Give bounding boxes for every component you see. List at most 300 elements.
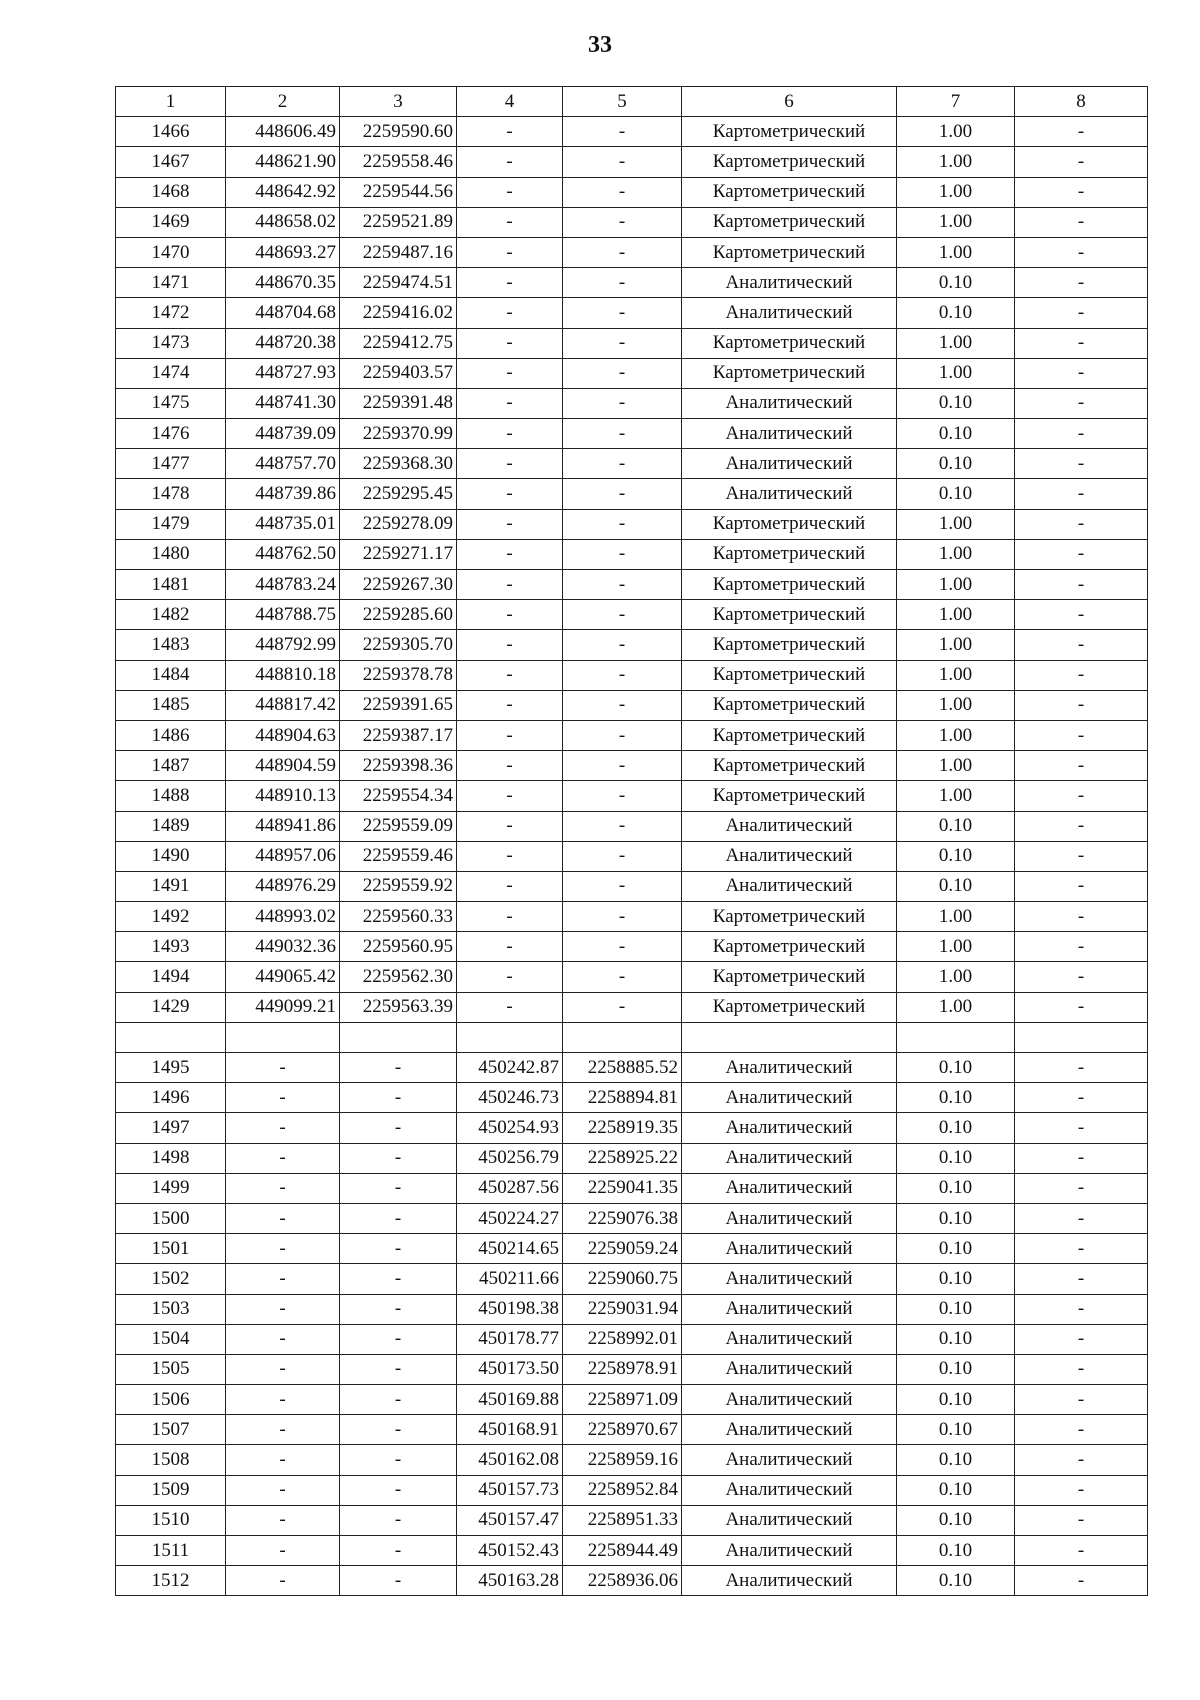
table-cell: 2259378.78 xyxy=(340,660,457,690)
table-row xyxy=(116,871,1148,901)
table-cell: 450224.27 xyxy=(457,1203,563,1233)
table-cell: 448957.06 xyxy=(226,841,340,871)
table-cell: 2259305.70 xyxy=(340,630,457,660)
table-cell: - xyxy=(457,479,563,509)
table-cell: 448642.92 xyxy=(226,177,340,207)
table-cell: 0.10 xyxy=(897,1264,1015,1294)
table-cell: Картометрический xyxy=(682,539,897,569)
table-row xyxy=(116,1234,1148,1264)
table-cell: Аналитический xyxy=(682,1143,897,1173)
table-cell: Аналитический xyxy=(682,1354,897,1384)
table-cell: - xyxy=(563,479,682,509)
table-cell: 0.10 xyxy=(897,1475,1015,1505)
table-cell: 450198.38 xyxy=(457,1294,563,1324)
table-cell: 0.10 xyxy=(897,1113,1015,1143)
table-cell: 449032.36 xyxy=(226,932,340,962)
table-cell: 1482 xyxy=(116,600,226,630)
table-cell: 1510 xyxy=(116,1505,226,1535)
table-row xyxy=(116,1264,1148,1294)
table-cell: - xyxy=(457,962,563,992)
table-cell: 1.00 xyxy=(897,509,1015,539)
table-cell: 448788.75 xyxy=(226,600,340,630)
table-cell: - xyxy=(226,1264,340,1294)
table-cell: - xyxy=(1015,1113,1148,1143)
table-row xyxy=(116,1536,1148,1566)
table-cell: 1478 xyxy=(116,479,226,509)
table-cell: 1499 xyxy=(116,1173,226,1203)
table-cell: - xyxy=(1015,539,1148,569)
table-row xyxy=(116,1294,1148,1324)
table-row xyxy=(116,600,1148,630)
table-cell: - xyxy=(1015,479,1148,509)
table-cell: - xyxy=(457,117,563,147)
table-cell: Аналитический xyxy=(682,841,897,871)
table-cell: - xyxy=(1015,1536,1148,1566)
table-cell: 1498 xyxy=(116,1143,226,1173)
table-cell: - xyxy=(1015,902,1148,932)
table-cell: 1496 xyxy=(116,1083,226,1113)
table-cell: - xyxy=(1015,871,1148,901)
column-header: 7 xyxy=(897,87,1015,117)
table-cell: - xyxy=(563,328,682,358)
table-cell: 450169.88 xyxy=(457,1385,563,1415)
table-cell: - xyxy=(1015,720,1148,750)
table-cell: - xyxy=(563,811,682,841)
table-cell: 2259271.17 xyxy=(340,539,457,569)
table-cell: 1487 xyxy=(116,751,226,781)
table-cell: Аналитический xyxy=(682,1234,897,1264)
table-cell: 1481 xyxy=(116,570,226,600)
table-cell xyxy=(897,1022,1015,1052)
table-row xyxy=(116,1385,1148,1415)
column-header: 4 xyxy=(457,87,563,117)
table-cell: - xyxy=(340,1173,457,1203)
table-cell: - xyxy=(457,268,563,298)
table-cell: Аналитический xyxy=(682,1445,897,1475)
table-cell: 1508 xyxy=(116,1445,226,1475)
table-cell: 2259285.60 xyxy=(340,600,457,630)
table-cell: 1495 xyxy=(116,1053,226,1083)
table-cell: - xyxy=(1015,177,1148,207)
table-cell: 2259041.35 xyxy=(563,1173,682,1203)
table-row xyxy=(116,207,1148,237)
table-cell: - xyxy=(457,328,563,358)
table-cell: 0.10 xyxy=(897,1294,1015,1324)
table-cell xyxy=(563,1022,682,1052)
table-cell: 1.00 xyxy=(897,630,1015,660)
table-cell: 1497 xyxy=(116,1113,226,1143)
table-cell: Картометрический xyxy=(682,509,897,539)
table-cell: - xyxy=(226,1354,340,1384)
table-cell: 1.00 xyxy=(897,570,1015,600)
table-cell: 450254.93 xyxy=(457,1113,563,1143)
table-cell: - xyxy=(563,419,682,449)
table-cell: - xyxy=(1015,1083,1148,1113)
table-row xyxy=(116,358,1148,388)
table-cell: 1473 xyxy=(116,328,226,358)
table-cell: 0.10 xyxy=(897,871,1015,901)
table-cell: 2258978.91 xyxy=(563,1354,682,1384)
table-cell: - xyxy=(457,147,563,177)
table-cell: - xyxy=(563,871,682,901)
table-cell: 1.00 xyxy=(897,690,1015,720)
table-cell: - xyxy=(340,1385,457,1415)
table-row xyxy=(116,177,1148,207)
table-cell: 1476 xyxy=(116,419,226,449)
table-cell: - xyxy=(457,841,563,871)
table-cell: - xyxy=(457,902,563,932)
column-header: 1 xyxy=(116,87,226,117)
table-cell: Аналитический xyxy=(682,1203,897,1233)
table-cell: 0.10 xyxy=(897,1173,1015,1203)
table-cell: - xyxy=(563,630,682,660)
table-cell: - xyxy=(340,1505,457,1535)
table-cell: - xyxy=(1015,1475,1148,1505)
table-cell: - xyxy=(226,1294,340,1324)
table-cell: Аналитический xyxy=(682,419,897,449)
table-cell: 1504 xyxy=(116,1324,226,1354)
table-row xyxy=(116,1173,1148,1203)
table-cell: Аналитический xyxy=(682,1083,897,1113)
table-cell xyxy=(226,1022,340,1052)
table-row xyxy=(116,1113,1148,1143)
table-cell: - xyxy=(563,388,682,418)
table-cell: 2258952.84 xyxy=(563,1475,682,1505)
table-cell: 449099.21 xyxy=(226,992,340,1022)
table-cell: 1492 xyxy=(116,902,226,932)
table-cell: 450242.87 xyxy=(457,1053,563,1083)
table-cell: 0.10 xyxy=(897,811,1015,841)
table-cell: Аналитический xyxy=(682,811,897,841)
table-cell: Картометрический xyxy=(682,660,897,690)
table-cell: 448904.59 xyxy=(226,751,340,781)
table-cell: - xyxy=(563,751,682,781)
table-cell: 1474 xyxy=(116,358,226,388)
table-cell: - xyxy=(563,902,682,932)
table-cell: 0.10 xyxy=(897,449,1015,479)
table-cell: 1.00 xyxy=(897,781,1015,811)
table-cell: 1491 xyxy=(116,871,226,901)
table-cell: - xyxy=(226,1505,340,1535)
table-cell: - xyxy=(340,1445,457,1475)
table-cell: - xyxy=(457,237,563,267)
table-cell: 2259559.92 xyxy=(340,871,457,901)
table-cell: - xyxy=(1015,509,1148,539)
table-cell: 1.00 xyxy=(897,962,1015,992)
table-cell: 450287.56 xyxy=(457,1173,563,1203)
table-cell: 2259562.30 xyxy=(340,962,457,992)
table-cell: 0.10 xyxy=(897,1203,1015,1233)
table-cell: 0.10 xyxy=(897,298,1015,328)
table-cell: - xyxy=(563,600,682,630)
table-cell: 450152.43 xyxy=(457,1536,563,1566)
table-cell: 450168.91 xyxy=(457,1415,563,1445)
table-cell: Картометрический xyxy=(682,117,897,147)
table-cell: 0.10 xyxy=(897,841,1015,871)
table-cell: - xyxy=(457,419,563,449)
table-cell: - xyxy=(226,1113,340,1143)
table-cell: - xyxy=(563,117,682,147)
table-row xyxy=(116,1083,1148,1113)
table-cell: Картометрический xyxy=(682,237,897,267)
table-row xyxy=(116,1415,1148,1445)
table-cell: - xyxy=(340,1234,457,1264)
table-cell: 2259295.45 xyxy=(340,479,457,509)
table-cell: - xyxy=(457,600,563,630)
table-cell: 0.10 xyxy=(897,1415,1015,1445)
table-cell: 448693.27 xyxy=(226,237,340,267)
table-cell: 448720.38 xyxy=(226,328,340,358)
table-cell: 448741.30 xyxy=(226,388,340,418)
table-cell: 449065.42 xyxy=(226,962,340,992)
table-cell: - xyxy=(226,1324,340,1354)
table-cell: - xyxy=(340,1324,457,1354)
table-cell: 1.00 xyxy=(897,237,1015,267)
table-cell: 450162.08 xyxy=(457,1445,563,1475)
table-cell: - xyxy=(1015,237,1148,267)
table-cell: 1.00 xyxy=(897,902,1015,932)
table-cell: - xyxy=(457,298,563,328)
table-cell: 2258970.67 xyxy=(563,1415,682,1445)
table-cell: 1.00 xyxy=(897,147,1015,177)
table-row xyxy=(116,1324,1148,1354)
table-cell: - xyxy=(226,1475,340,1505)
table-cell: 448783.24 xyxy=(226,570,340,600)
table-cell: - xyxy=(563,177,682,207)
table-cell: 1471 xyxy=(116,268,226,298)
table-cell: - xyxy=(457,781,563,811)
table-cell: 2259412.75 xyxy=(340,328,457,358)
table-row xyxy=(116,1505,1148,1535)
table-cell: - xyxy=(563,298,682,328)
table-cell: 448817.42 xyxy=(226,690,340,720)
table-row xyxy=(116,419,1148,449)
table-cell: - xyxy=(563,539,682,569)
table-cell: - xyxy=(340,1354,457,1384)
table-row xyxy=(116,1354,1148,1384)
table-cell: Картометрический xyxy=(682,720,897,750)
table-row xyxy=(116,932,1148,962)
table-cell: 0.10 xyxy=(897,268,1015,298)
table-cell: 2258936.06 xyxy=(563,1566,682,1596)
table-cell xyxy=(1015,1022,1148,1052)
table-cell: 2258925.22 xyxy=(563,1143,682,1173)
table-cell: - xyxy=(1015,328,1148,358)
table-row xyxy=(116,388,1148,418)
table-cell: 2259370.99 xyxy=(340,419,457,449)
table-cell: Картометрический xyxy=(682,570,897,600)
table-cell: - xyxy=(1015,117,1148,147)
table-cell: - xyxy=(563,690,682,720)
table-row xyxy=(116,962,1148,992)
table-cell: Картометрический xyxy=(682,358,897,388)
table-cell: 448670.35 xyxy=(226,268,340,298)
table-cell: 2259398.36 xyxy=(340,751,457,781)
table-cell: 1485 xyxy=(116,690,226,720)
table-cell: Аналитический xyxy=(682,1294,897,1324)
table-cell: 448739.09 xyxy=(226,419,340,449)
coordinates-table xyxy=(115,86,1148,1596)
table-cell: 2259487.16 xyxy=(340,237,457,267)
table-cell: 448976.29 xyxy=(226,871,340,901)
table-cell: - xyxy=(563,720,682,750)
table-row xyxy=(116,1475,1148,1505)
table-cell: 2259554.34 xyxy=(340,781,457,811)
table-cell: Аналитический xyxy=(682,1324,897,1354)
table-cell: - xyxy=(1015,630,1148,660)
table-cell: 0.10 xyxy=(897,1354,1015,1384)
table-cell: - xyxy=(226,1566,340,1596)
table-row xyxy=(116,1203,1148,1233)
table-cell: 0.10 xyxy=(897,1234,1015,1264)
table-row xyxy=(116,237,1148,267)
table-cell: 448810.18 xyxy=(226,660,340,690)
table-cell: - xyxy=(1015,449,1148,479)
table-cell: - xyxy=(1015,1234,1148,1264)
table-cell: - xyxy=(1015,147,1148,177)
table-cell: 0.10 xyxy=(897,1143,1015,1173)
table-cell: 1.00 xyxy=(897,177,1015,207)
table-cell: 1.00 xyxy=(897,207,1015,237)
table-cell: - xyxy=(457,177,563,207)
table-cell: - xyxy=(1015,600,1148,630)
table-row xyxy=(116,660,1148,690)
table-cell: Аналитический xyxy=(682,298,897,328)
table-cell: - xyxy=(457,871,563,901)
table-cell: 450178.77 xyxy=(457,1324,563,1354)
table-cell xyxy=(116,1022,226,1052)
column-header: 8 xyxy=(1015,87,1148,117)
table-cell: 448941.86 xyxy=(226,811,340,841)
table-cell: - xyxy=(1015,781,1148,811)
column-header: 5 xyxy=(563,87,682,117)
table-cell: 1500 xyxy=(116,1203,226,1233)
table-cell: - xyxy=(226,1143,340,1173)
table-cell: - xyxy=(1015,1415,1148,1445)
table-cell: 1490 xyxy=(116,841,226,871)
table-cell: Аналитический xyxy=(682,449,897,479)
table-cell: - xyxy=(563,992,682,1022)
table-cell: Аналитический xyxy=(682,1053,897,1083)
table-cell: 0.10 xyxy=(897,1445,1015,1475)
table-cell: 1470 xyxy=(116,237,226,267)
table-cell: Картометрический xyxy=(682,630,897,660)
table-cell: - xyxy=(340,1143,457,1173)
table-cell: Картометрический xyxy=(682,207,897,237)
table-cell: - xyxy=(563,207,682,237)
table-cell: 1.00 xyxy=(897,751,1015,781)
table-cell: 2259031.94 xyxy=(563,1294,682,1324)
table-cell: - xyxy=(340,1053,457,1083)
table-cell: 2259076.38 xyxy=(563,1203,682,1233)
table-cell: 2259403.57 xyxy=(340,358,457,388)
table-cell: 0.10 xyxy=(897,419,1015,449)
table-cell: 2259060.75 xyxy=(563,1264,682,1294)
table-cell: Аналитический xyxy=(682,1113,897,1143)
table-cell xyxy=(457,1022,563,1052)
table-cell: 2259590.60 xyxy=(340,117,457,147)
table-cell: Картометрический xyxy=(682,902,897,932)
table-cell: 2259059.24 xyxy=(563,1234,682,1264)
table-cell: 1509 xyxy=(116,1475,226,1505)
table-cell: - xyxy=(1015,690,1148,720)
table-cell: 1494 xyxy=(116,962,226,992)
table-cell: 2259267.30 xyxy=(340,570,457,600)
table-cell: - xyxy=(563,570,682,600)
table-cell: 1469 xyxy=(116,207,226,237)
table-cell: - xyxy=(1015,388,1148,418)
table-cell: 0.10 xyxy=(897,479,1015,509)
table-cell: - xyxy=(340,1113,457,1143)
table-cell: 1489 xyxy=(116,811,226,841)
table-row xyxy=(116,539,1148,569)
table-cell: 2259521.89 xyxy=(340,207,457,237)
table-row xyxy=(116,1566,1148,1596)
table-row xyxy=(116,117,1148,147)
table-cell: 1488 xyxy=(116,781,226,811)
table-cell: - xyxy=(1015,207,1148,237)
table-cell: 450246.73 xyxy=(457,1083,563,1113)
table-cell: 2258992.01 xyxy=(563,1324,682,1354)
table-cell: - xyxy=(457,720,563,750)
table-cell: - xyxy=(1015,1445,1148,1475)
table-cell: - xyxy=(1015,1173,1148,1203)
table-cell: Аналитический xyxy=(682,1385,897,1415)
table-cell: 2259416.02 xyxy=(340,298,457,328)
table-cell: - xyxy=(226,1385,340,1415)
table-cell: Аналитический xyxy=(682,871,897,901)
table-cell: - xyxy=(457,570,563,600)
table-cell: - xyxy=(226,1536,340,1566)
table-cell: - xyxy=(1015,811,1148,841)
table-cell: - xyxy=(1015,1354,1148,1384)
table-cell: Аналитический xyxy=(682,268,897,298)
table-cell: 2259387.17 xyxy=(340,720,457,750)
table-cell: 2259558.46 xyxy=(340,147,457,177)
table-cell: 2258919.35 xyxy=(563,1113,682,1143)
table-cell: 1507 xyxy=(116,1415,226,1445)
table-cell: 1466 xyxy=(116,117,226,147)
table-row xyxy=(116,781,1148,811)
table-cell: 1.00 xyxy=(897,600,1015,630)
table-cell: 1.00 xyxy=(897,539,1015,569)
table-cell: - xyxy=(1015,1203,1148,1233)
table-cell: Картометрический xyxy=(682,751,897,781)
table-row xyxy=(116,1445,1148,1475)
table-row xyxy=(116,1143,1148,1173)
table-cell: Аналитический xyxy=(682,1415,897,1445)
table-cell: - xyxy=(563,509,682,539)
table-cell: 2259563.39 xyxy=(340,992,457,1022)
table-cell: 1493 xyxy=(116,932,226,962)
column-header: 6 xyxy=(682,87,897,117)
table-cell: 1479 xyxy=(116,509,226,539)
table-cell: - xyxy=(226,1415,340,1445)
table-cell: 1486 xyxy=(116,720,226,750)
table-cell: 1475 xyxy=(116,388,226,418)
table-cell: 448993.02 xyxy=(226,902,340,932)
column-header: 2 xyxy=(226,87,340,117)
table-cell: 2259560.33 xyxy=(340,902,457,932)
table-cell: 1.00 xyxy=(897,720,1015,750)
table-cell: - xyxy=(1015,1324,1148,1354)
table-cell: Аналитический xyxy=(682,1536,897,1566)
table-cell: 448792.99 xyxy=(226,630,340,660)
table-row xyxy=(116,268,1148,298)
table-cell: Аналитический xyxy=(682,479,897,509)
table-cell: Картометрический xyxy=(682,690,897,720)
table-row xyxy=(116,630,1148,660)
